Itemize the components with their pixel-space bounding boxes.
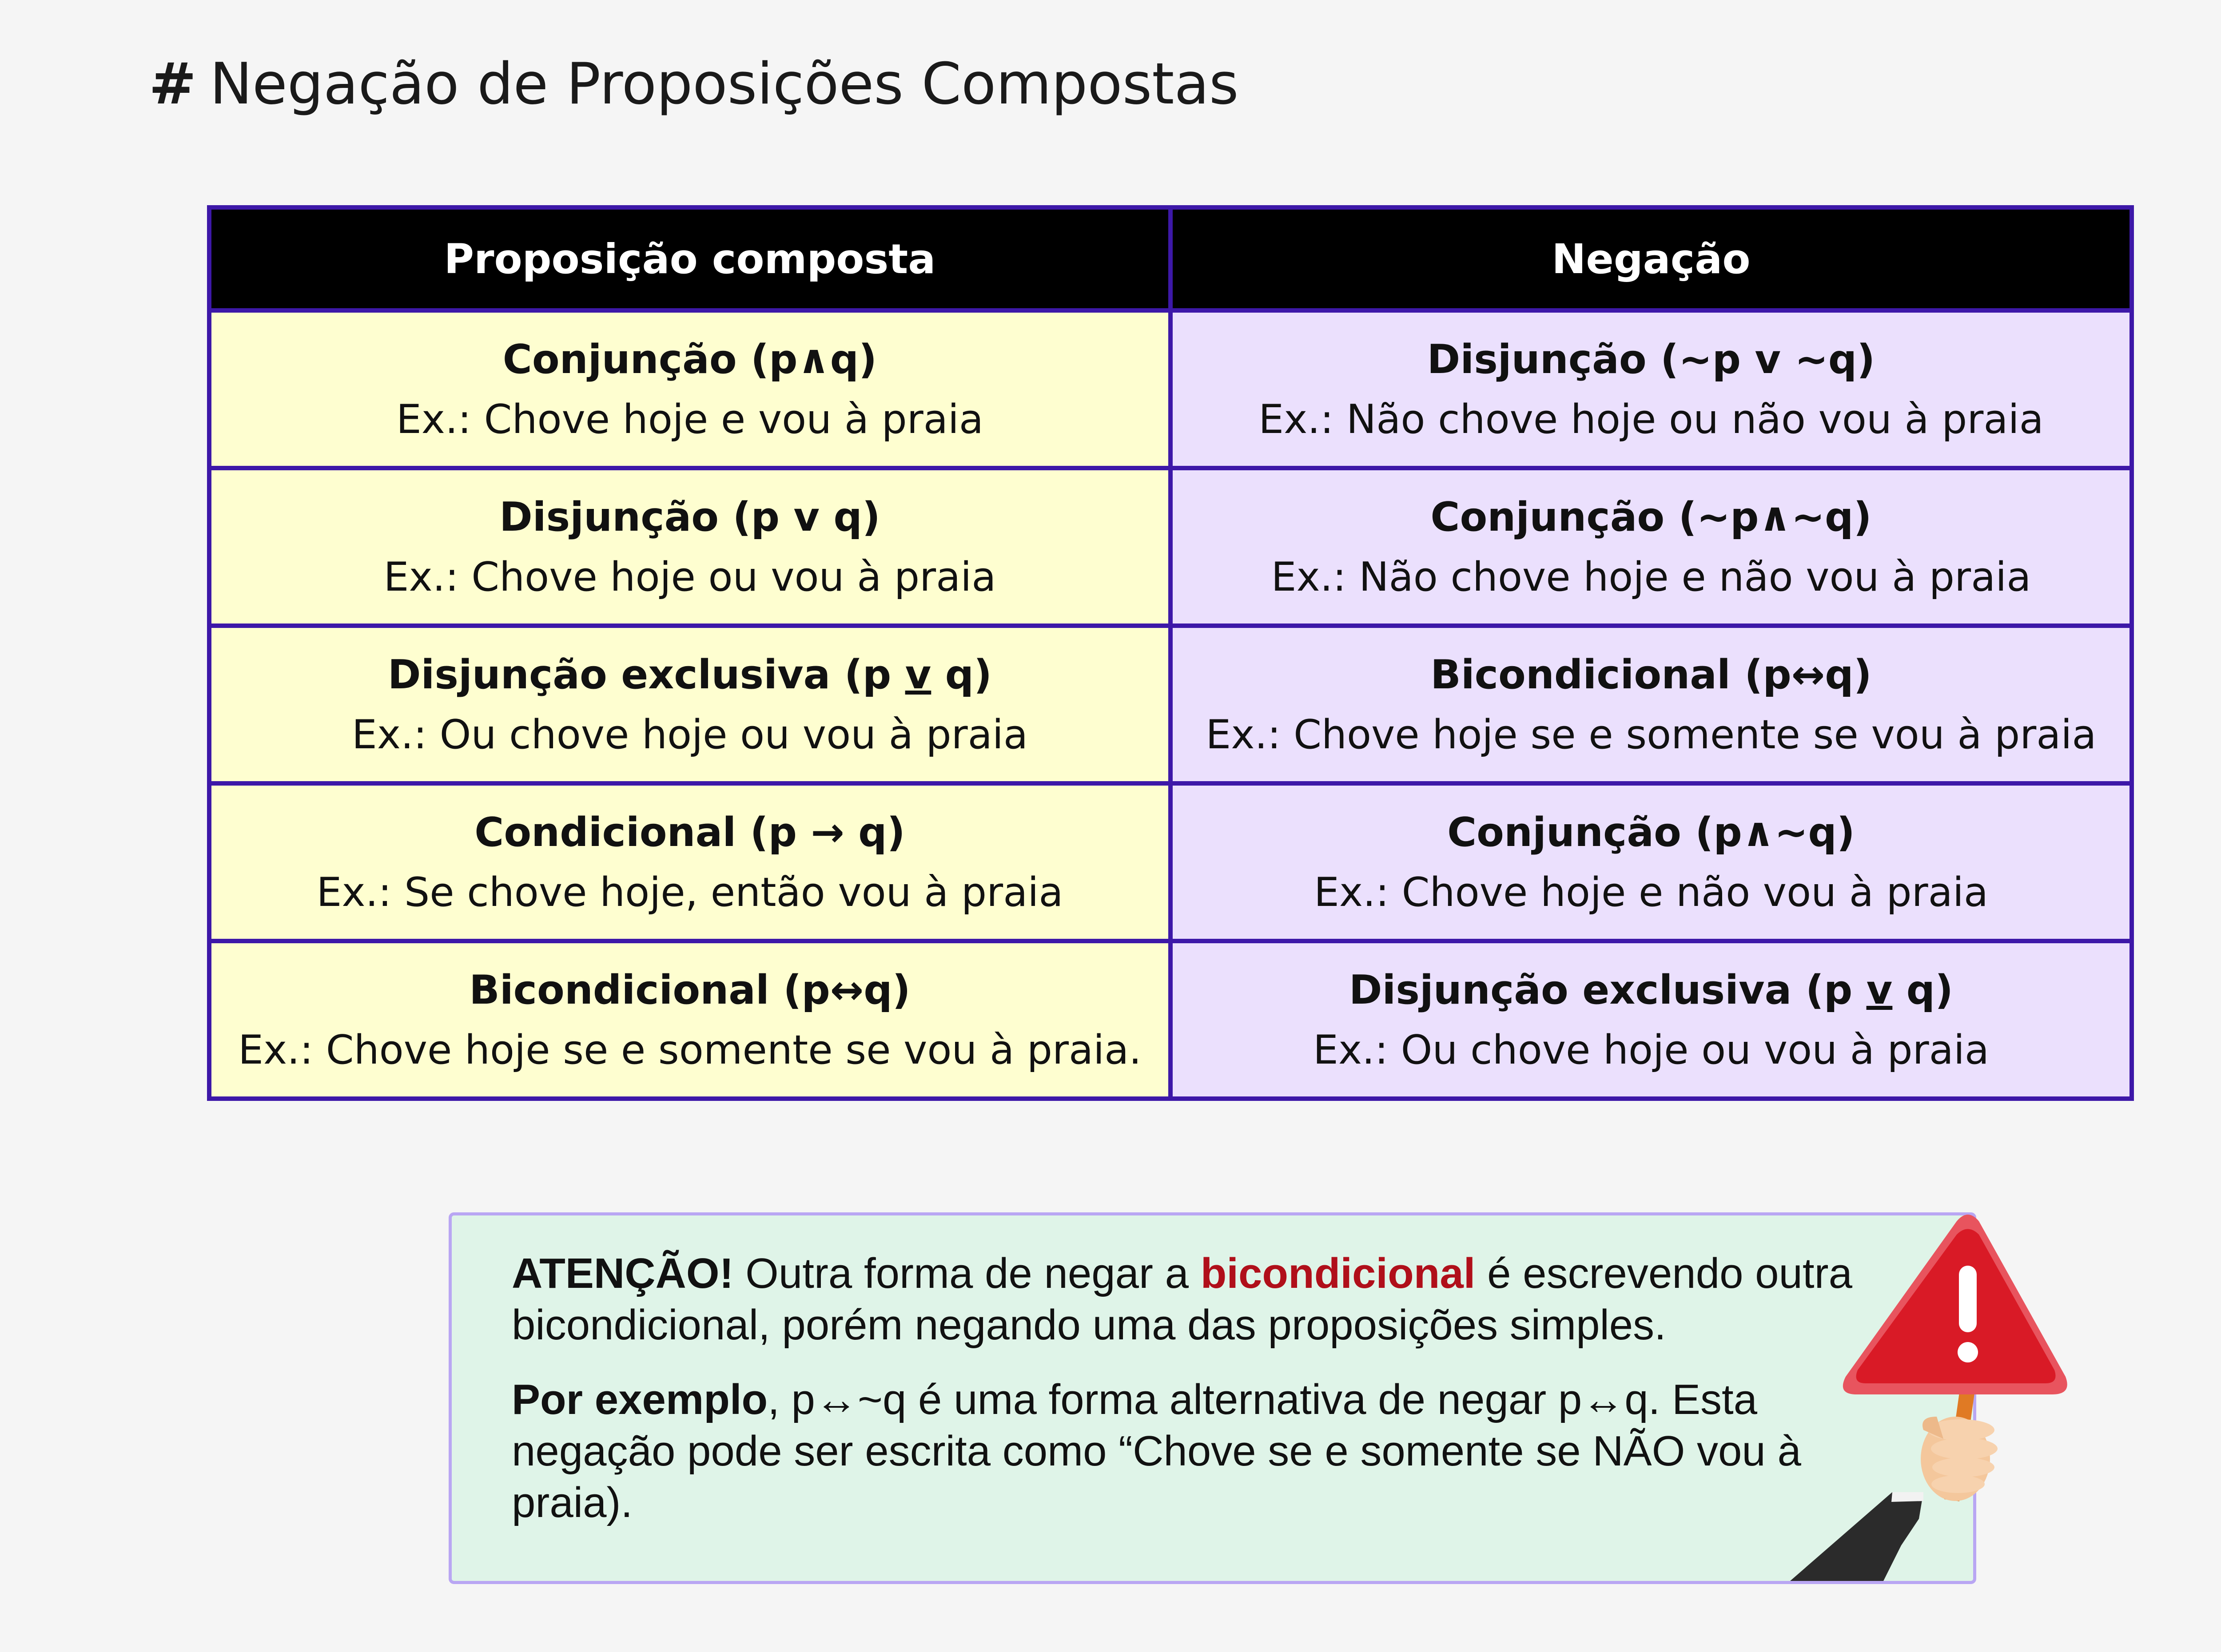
- cell-title: [216, 645, 1164, 705]
- cell-negation: [1170, 310, 2132, 468]
- title-text: Negação de Proposições Compostas: [210, 51, 1239, 117]
- cell-title: Disjunção (p v q): [499, 493, 880, 540]
- xor-symbol: v: [1866, 966, 1893, 1013]
- cell-title: [1177, 960, 2125, 1020]
- note-highlight: bicondicional: [1200, 1250, 1476, 1297]
- cell-proposition: [209, 941, 1170, 1099]
- title-part: q): [1892, 966, 1954, 1013]
- cell-title: Conjunção (~p∧~q): [1430, 493, 1872, 540]
- cell-example: Ex.: Se chove hoje, então vou à praia: [316, 869, 1063, 916]
- cell-title: Condicional (p → q): [474, 809, 905, 856]
- table-row: [209, 310, 2132, 468]
- cell-example: Ex.: Chove hoje ou vou à praia: [383, 553, 996, 600]
- note-text-part: Outra forma de negar a: [733, 1250, 1201, 1297]
- table-row: [209, 626, 2132, 783]
- exclamation-dot: [1958, 1342, 1978, 1362]
- cell-negation: [1170, 783, 2132, 941]
- xor-symbol: v: [905, 651, 931, 698]
- title-part: Disjunção exclusiva (p: [1349, 966, 1867, 1013]
- cell-negation: [1170, 626, 2132, 783]
- attention-note-text: [512, 1248, 1853, 1552]
- cell-example: Ex.: Não chove hoje ou não vou à praia: [1258, 396, 2044, 443]
- sleeve-shape: [1790, 1492, 1923, 1581]
- cell-example: Ex.: Não chove hoje e não vou à praia: [1271, 553, 2031, 600]
- note-paragraph-2: [512, 1374, 1853, 1529]
- cell-proposition: [209, 783, 1170, 941]
- note-attention-label: ATENÇÃO!: [512, 1250, 734, 1297]
- table-row: [209, 468, 2132, 626]
- cell-title: Disjunção (~p v ~q): [1427, 336, 1875, 383]
- table-header-row: [209, 207, 2132, 310]
- cell-title: Conjunção (p∧~q): [1447, 809, 1855, 856]
- cell-proposition: [209, 310, 1170, 468]
- title-part: q): [931, 651, 992, 698]
- negation-table: [207, 205, 2134, 1101]
- cell-title: Bicondicional (p↔q): [1430, 651, 1872, 698]
- exclamation-bar: [1959, 1266, 1977, 1332]
- cell-negation: [1170, 468, 2132, 626]
- cell-negation: [1170, 941, 2132, 1099]
- cell-title: Conjunção (p∧q): [502, 336, 877, 383]
- cell-example: Ex.: Chove hoje se e somente se vou à praia.: [238, 1026, 1142, 1073]
- cell-example: Ex.: Chove hoje e não vou à praia: [1314, 869, 1988, 916]
- cell-proposition: [209, 468, 1170, 626]
- table-row: [209, 941, 2132, 1099]
- header-proposition: Proposição composta: [209, 207, 1170, 310]
- hand-shape: [1921, 1417, 1998, 1501]
- cell-example: Ex.: Chove hoje e vou à praia: [396, 396, 984, 443]
- cell-proposition: [209, 626, 1170, 783]
- cell-example: Ex.: Ou chove hoje ou vou à praia: [352, 711, 1028, 758]
- table-row: [209, 783, 2132, 941]
- title-part: Disjunção exclusiva (p: [387, 651, 905, 698]
- cell-title: Bicondicional (p↔q): [469, 966, 911, 1013]
- note-text-part: , p↔~q é uma forma alternativa de negar p↔q. Esta negação pode ser escrita como “Chove se e somente se NÃO vou à praia).: [512, 1376, 1801, 1526]
- title-hash: #: [149, 51, 197, 117]
- page-title: [149, 51, 1239, 117]
- note-example-label: Por exemplo: [512, 1376, 768, 1423]
- note-paragraph-1: [512, 1248, 1853, 1351]
- header-negation: Negação: [1170, 207, 2132, 310]
- note-text-part: é escrevendo outra bicondicional, porém negando uma das proposições simples.: [512, 1250, 1852, 1349]
- warning-sign-icon: [1790, 1208, 2079, 1585]
- cell-example: Ex.: Ou chove hoje ou vou à praia: [1313, 1026, 1989, 1073]
- cell-example: Ex.: Chove hoje se e somente se vou à praia: [1206, 711, 2097, 758]
